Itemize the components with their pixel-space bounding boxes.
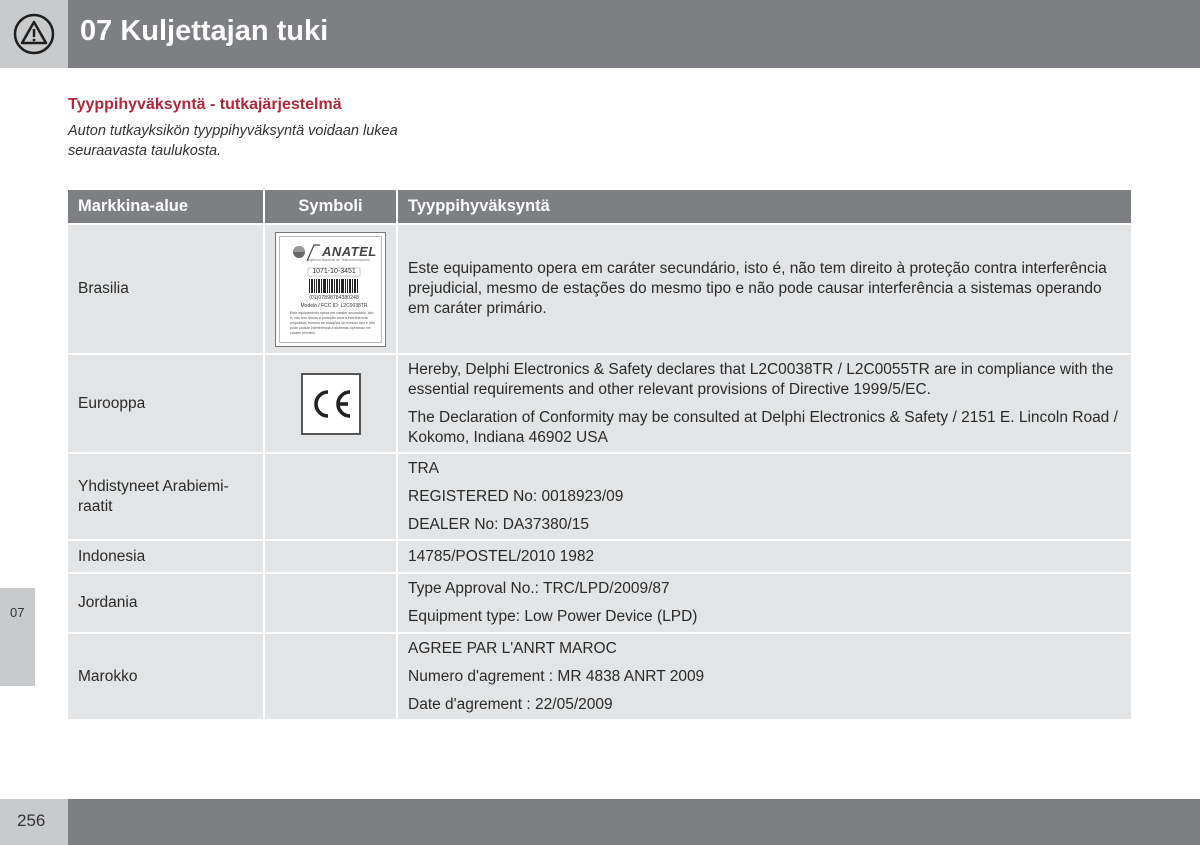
- ce-mark-icon: [308, 388, 354, 420]
- table-row: [68, 632, 1131, 719]
- approval-cell: [398, 225, 1131, 353]
- region-cell: Yhdistyneet Arabiemi-raatit: [78, 477, 229, 515]
- header-approval: Tyyppihyväksyntä: [408, 197, 550, 215]
- symbol-cell: [265, 574, 396, 632]
- region-cell: Indonesia: [78, 547, 146, 565]
- approval-text: Numero d'agrement : MR 4838 ANRT 2009: [408, 667, 705, 685]
- header-region: Markkina-alue: [78, 197, 189, 215]
- table-row: [68, 572, 1131, 632]
- chapter-side-tab: [0, 588, 35, 686]
- header-symbol: Symboli: [298, 197, 363, 215]
- approval-text: Este equipamento opera em caráter secundário, isto é, não tem direito à proteção contra interferência prejudicial, mesmo de estações do mesmo tipo e não pode causar interferência a sistemas operando em caráter primário.: [408, 260, 1107, 317]
- region-cell: Jordania: [78, 594, 138, 611]
- region-cell: Eurooppa: [78, 394, 146, 412]
- page-number: 256: [17, 811, 46, 830]
- approval-text: Hereby, Delphi Electronics & Safety declares that L2C0038TR / L2C0055TR are in compliance with the essential requirements and other relevant provisions of Directive 1999/5/EC.: [408, 360, 1114, 398]
- symbol-cell: [265, 541, 396, 572]
- symbol-cell: [265, 355, 396, 452]
- warning-triangle-icon: [13, 13, 55, 55]
- anatel-model: Modelo / FCC ID: L2C0038TR: [300, 302, 368, 309]
- anatel-label: [275, 232, 386, 347]
- approval-text: AGREE PAR L'ANRT MAROC: [408, 639, 617, 657]
- approval-cell: [398, 355, 1131, 452]
- ce-mark: [301, 373, 361, 435]
- approval-text: REGISTERED No: 0018923/09: [408, 487, 624, 505]
- anatel-code: 1071-10-3451: [312, 267, 356, 275]
- table-row: [68, 539, 1131, 572]
- type-approval-table: [68, 190, 1131, 719]
- approval-text: Date d'agrement : 22/05/2009: [408, 695, 613, 713]
- anatel-barcode-number: (01)07898784380248: [309, 294, 359, 301]
- approval-cell: [398, 634, 1131, 719]
- anatel-notice: Este equipamento opera em caráter secundário, isto é, não tem direito a proteção contra interferência prejudicial, mesmo de estações do mesmo tipo e não pode causar interferência a sistemas operando em caráter primário.: [290, 310, 375, 335]
- approval-cell: [398, 454, 1131, 539]
- approval-text: DEALER No: DA37380/15: [408, 515, 589, 533]
- approval-text: 14785/POSTEL/2010 1982: [408, 547, 595, 565]
- page-number-box: [0, 799, 68, 845]
- chapter-icon-box: [0, 0, 68, 68]
- table-row: [68, 452, 1131, 539]
- symbol-cell: [265, 225, 396, 353]
- table-row: [68, 223, 1131, 353]
- approval-cell: [398, 541, 1131, 572]
- region-cell: Marokko: [78, 667, 138, 685]
- approval-cell: [398, 574, 1131, 632]
- anatel-brand: ANATEL: [322, 243, 377, 259]
- table-header: [68, 190, 1131, 223]
- symbol-cell: [265, 454, 396, 539]
- approval-text: The Declaration of Conformity may be consulted at Delphi Electronics & Safety / 2151 E. Lincoln Road / Kokomo, Indiana 46902 USA: [408, 408, 1118, 446]
- chapter-number: 07: [10, 605, 25, 620]
- approval-text: TRA: [408, 459, 439, 477]
- footer-bar: [68, 799, 1200, 845]
- region-cell: Brasilia: [78, 280, 129, 297]
- anatel-agency: Agência Nacional de Telecomunicações: [308, 257, 370, 262]
- approval-text: Type Approval No.: TRC/LPD/2009/87: [408, 580, 670, 597]
- symbol-cell: [265, 634, 396, 719]
- approval-text: Equipment type: Low Power Device (LPD): [408, 608, 698, 625]
- section-title: Tyyppihyväksyntä - tutkajärjestelmä: [68, 96, 342, 113]
- table-row: [68, 353, 1131, 452]
- chapter-title: 07 Kuljettajan tuki: [80, 15, 329, 47]
- section-intro: Auton tutkayksikön tyyppihyväksyntä voidaan lukea seuraavasta taulukosta.: [68, 123, 398, 159]
